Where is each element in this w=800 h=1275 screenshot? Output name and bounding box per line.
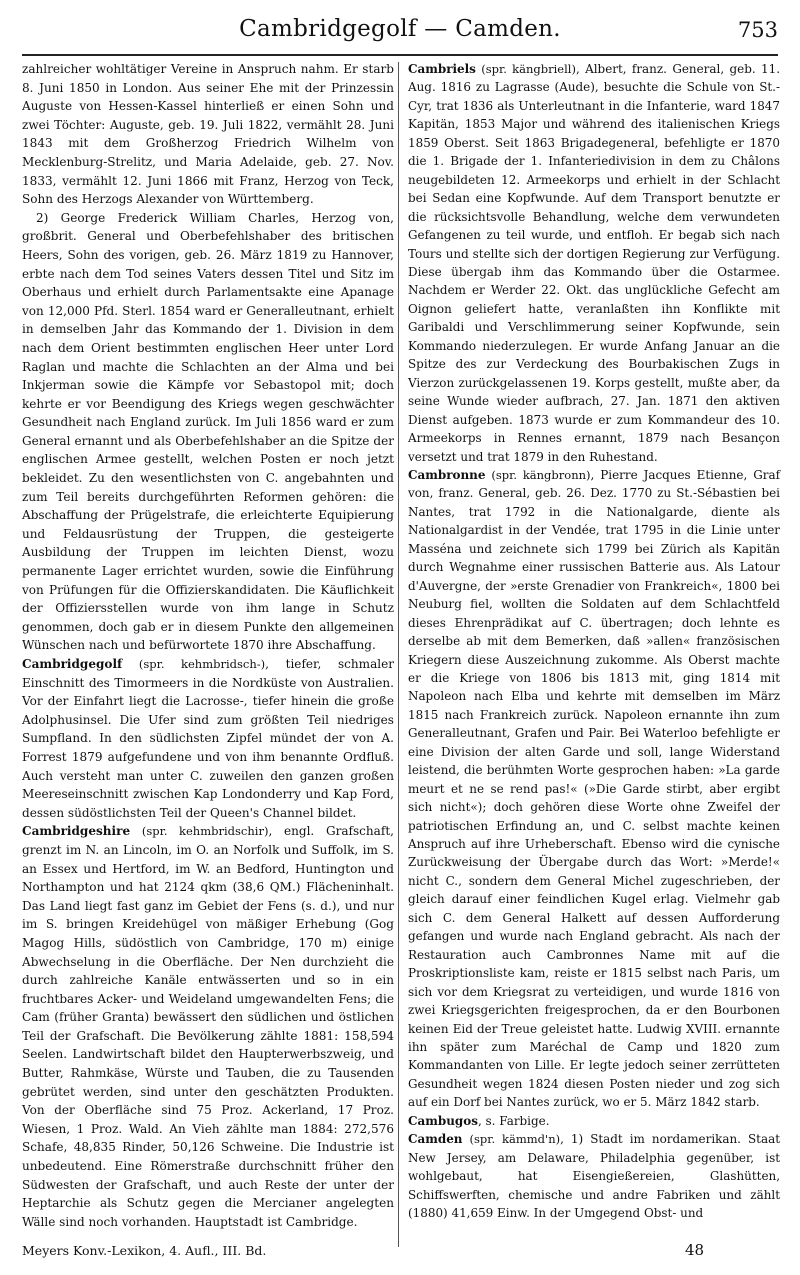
entry-pronunciation: (spr. kehmbridsch-) — [138, 657, 266, 671]
entry-text: , Albert, franz. General, geb. 11. Aug. 1816 zu Lagrasse (Aude), besuchte die Schule von St.-Cyr, trat 1836 als Unterleutnant in die Infanterie, ward 1847 Kapitän, 1853 Major und während des italienischen Kriegs 1859 Oberst. Seit 1863 Brigadegeneral, befehligte er 1870 die 1. Brigade der 1. Infanteriedivision in dem zu Châlons neugebildeten 12. Armeekorps und erhielt in der Schlacht bei Sedan eine Kopfwunde. Auf dem Transport benutzte er die rücksichtsvolle Behandlung, welche dem verwundeten Gefangenen zu teil wurde, und entfloh. Er begab sich nach Tours und stellte sich der dortigen Regierung zur Verfügung. Diese übergab ihm das Kommando über die Ostarmee. Nachdem er Werder 22. Okt. das unglückliche Gefecht am Oignon geliefert hatte, veranlaßten ihn Konflikte mit Garibaldi und Verschlimmerung seiner Kopfwunde, sein Kommando niederzulegen. Er wurde Anfang Januar an die Spitze des zur Verdeckung des Bourbakischen Zugs in Vierzon zurückgelassenen 19. Korps gestellt, mußte aber, da seine Wunde wieder aufbrach, 27. Jan. 1871 den aktiven Dienst aufgeben. 1873 wurde er zum Kommandeur des 10. Armeekorps in Rennes ernannt, 1879 nach Besançon versetzt und trat 1879 in den Ruhestand. — [408, 62, 780, 464]
entry-headword: Cambronne — [408, 467, 486, 482]
dictionary-entry — [408, 60, 780, 466]
dictionary-entry — [408, 1112, 780, 1130]
page-title: Cambridgegolf — Camden. — [239, 16, 561, 42]
entry-text: , Pierre Jacques Etienne, Graf von, franz. General, geb. 26. Dez. 1770 zu St.-Sébastien bei Nantes, trat 1792 in die Nationalgarde, diente als Nationalgardist in der Vendée, trat 1795 in die Linie unter Masséna und zeichnete sich 1799 bei Zürich als Kapitän durch Wegnahme einer russischen Batterie aus. Als Latour d'Auvergne, der »erste Grenadier von Frankreich«, 1800 bei Neuburg fiel, wollten die Soldaten auf dem Schlachtfeld dieses Ehrenprädikat auf C. übertragen; doch lehnte es derselbe ab mit dem Bemerken, daß »allen« französischen Kriegern diese Auszeichnung zukomme. Als Oberst machte er die Kriege von 1806 bis 1813 mit, ging 1814 mit Napoleon nach Elba und kehrte mit demselben im März 1815 nach Frankreich zurück. Napoleon ernannte ihn zum Generalleutnant, Grafen und Pair. Bei Waterloo befehligte er eine Division der alten Garde und soll, lange Widerstand leistend, die berühmten Worte gesprochen haben: »La garde meurt et ne se rend pas!« (»Die Garde stirbt, aber ergibt sich nicht«); doch gehören diese Worte ohne Zweifel der patriotischen Erfindung an, und C. selbst machte keinen Anspruch auf ihre Urheberschaft. Ebenso wird die cynische Zurückweisung der Übergabe durch das Wort: »Merde!« nicht C., sondern dem General Michel zugeschrieben, der gleich darauf einer feindlichen Kugel erlag. Vielmehr gab sich C. dem General Halkett auf dessen Aufforderung gefangen und wurde nach England gebracht. Als nach der Restauration auch Cambronnes Name mit auf die Proskriptionsliste kam, reiste er 1815 selbst nach Paris, um sich vor dem Kriegsrat zu verteidigen, und wurde 1816 von zwei Kriegsgerichten freigesprochen, da er den Bourbonen keinen Eid der Treue geleistet hatte. Ludwig XVIII. ernannte ihn später zum Maréchal de Camp und 1820 zum Kommandanten von Lille. Er legte jedoch seiner zerrütteten Gesundheit wegen 1824 diesen Posten nieder und zog sich auf ein Dorf bei Nantes zurück, wo er 5. März 1842 starb. — [408, 467, 780, 1110]
entry-headword: Cambridgegolf — [22, 657, 123, 671]
dictionary-entry — [408, 1130, 780, 1222]
footer-source: Meyers Konv.-Lexikon, 4. Aufl., III. Bd. — [22, 1243, 267, 1258]
footer-signature: 48 — [685, 1241, 705, 1259]
header-rule — [22, 54, 778, 56]
entry-text: , engl. Grafschaft, grenzt im N. an Lincoln, im O. an Norfolk und Suffolk, im S. an Essex und Hertford, im W. an Bedford, Huntington und Northampton und hat 2124 qkm (38,6 QM.) Flächeninhalt. Das Land liegt fast ganz im Gebiet der Fens (s. d.), und nur im S. bringen Kreidehügel von mäßiger Erhebung (Gog Magog Hills, südöstlich von Cambridge, 170 m) einige Abwechselung in die Oberfläche. Der Nen durchzieht die durch zahlreiche Kanäle entwässerten und so in ein fruchtbares Acker- und Weideland umgewandelten Fens; die Cam (früher Granta) bewässert den südlichen und östlichen Teil der Grafschaft. Die Bevölkerung zählte 1881: 158,594 Seelen. Landwirtschaft bildet den Haupterwerbszweig, und Butter, Rahmkäse, Würste und Tauben, die zu Tausenden gebrütet werden, sind unter den geschätzten Produkten. Von der Oberfläche sind 75 Proz. Ackerland, 17 Proz. Wiesen, 1 Proz. Wald. An Vieh zählte man 1884: 272,576 Schafe, 48,835 Rinder, 50,126 Schweine. Die Industrie ist unbedeutend. Eine Römerstraße durchschnitt früher den Südwesten der Grafschaft, und auch Reste der unter der Heptarchie als Schutz gegen die Mercianer angelegten Wälle sind noch vorhanden. Hauptstadt ist Cambridge. — [22, 824, 394, 1229]
entry-text: , 1) Stadt im nordamerikan. Staat New Jersey, am Delaware, Philadelphia gegenüber, ist wohlgebaut, hat Eisengießereien, Glashütten, Schiffswerften, chemische und andre Fabriken und zählt (1880) 41,659 Einw. In der Umgegend Obst- und — [408, 1132, 781, 1221]
entry-headword: Cambriels — [408, 62, 476, 76]
page-header — [22, 16, 778, 46]
entry-headword: Cambugos — [408, 1113, 478, 1128]
dictionary-entry — [408, 466, 780, 1112]
entry-headword: Cambridgeshire — [22, 824, 131, 839]
dictionary-entry — [22, 822, 394, 1231]
page-number: 753 — [737, 18, 778, 42]
left-column — [22, 60, 394, 1231]
entry-pronunciation: (spr. kängbronn) — [491, 467, 591, 482]
entry-headword: Camden — [408, 1132, 463, 1147]
column-divider — [398, 62, 399, 1247]
paragraph: zahlreicher wohltätiger Vereine in Anspruch nahm. Er starb 8. Juni 1850 in London. Aus seiner Ehe mit der Prinzessin Auguste von Hessen-Kassel hinterließ er einen Sohn und zwei Töchter: Auguste, geb. 19. Juli 1822, vermählt 28. Juni 1843 mit dem Großherzog Friedrich Wilhelm von Mecklenburg-Strelitz, und Maria Adelaide, geb. 27. Nov. 1833, vermählt 12. Juni 1866 mit Franz, Herzog von Teck, Sohn des Herzogs Alexander von Württemberg. — [22, 62, 394, 207]
entry-pronunciation: (spr. kängbriell) — [481, 62, 576, 76]
entry-pronunciation: (spr. kehmbridschir) — [141, 824, 269, 839]
paragraph: 2) George Frederick William Charles, Herzog von, großbrit. General und Oberbefehlshaber des britischen Heers, Sohn des vorigen, geb. 26. März 1819 zu Hannover, erbte nach dem Tod seines Vaters dessen Titel und Sitz im Oberhaus und erhielt durch Parlamentsakte eine Apanage von 12,000 Pfd. Sterl. 1854 ward er Generalleutnant, erhielt in demselben Jahr das Kommando der 1. Division in dem nach dem Orient bestimmten englischen Heer unter Lord Raglan und machte die Schlachten an der Alma und bei Inkjerman sowie die Kämpfe vor Sebastopol mit; doch kehrte er vor Beendigung des Kriegs wegen geschwächter Gesundheit nach England zurück. Im Juli 1856 ward er zum General ernannt und als Oberbefehlshaber an die Spitze der englischen Armee gestellt, welchen Posten er noch jetzt bekleidet. Zu den wesentlichsten von C. angebahnten und zum Teil bereits durchgeführten Reformen gehören: die Abschaffung der Prügelstrafe, die erleichterte Equipierung und Feldausrüstung der Truppen, die gesteigerte Ausbildung der Truppen im leichten Dienst, wozu permanente Lager errichtet wurden, sowie die Einführung von Prüfungen für die Offizierskandidaten. Die Käuflichkeit der Offiziersstellen wurde von ihm lange in Schutz genommen, doch gab er in diesem Punkte den allgemeinen Wünschen nach und befürwortete 1870 ihre Abschaffung. — [22, 210, 394, 653]
right-column — [408, 60, 780, 1223]
entry-text: , s. Farbige. — [477, 1113, 550, 1128]
dictionary-entry — [22, 655, 394, 822]
entry-text: , tiefer, schmaler Einschnitt des Timormeers in die Nordküste von Australien. Vor der Einfahrt liegt die Lacrosse-, tiefer hinein die große Adolphusinsel. Die Ufer sind zum größten Teil niedriges Sumpfland. In den südlichsten Zipfel mündet der von A. Forrest 1879 aufgefundene und von ihm benannte Ordfluß. Auch versteht man unter C. zuweilen den ganzen großen Meereseinschnitt zwischen Kap Londonderry und Kap Ford, dessen südöstlichsten Teil der Queen's Channel bildet. — [22, 657, 394, 820]
entry-pronunciation: (spr. kämmd'n) — [469, 1132, 561, 1147]
